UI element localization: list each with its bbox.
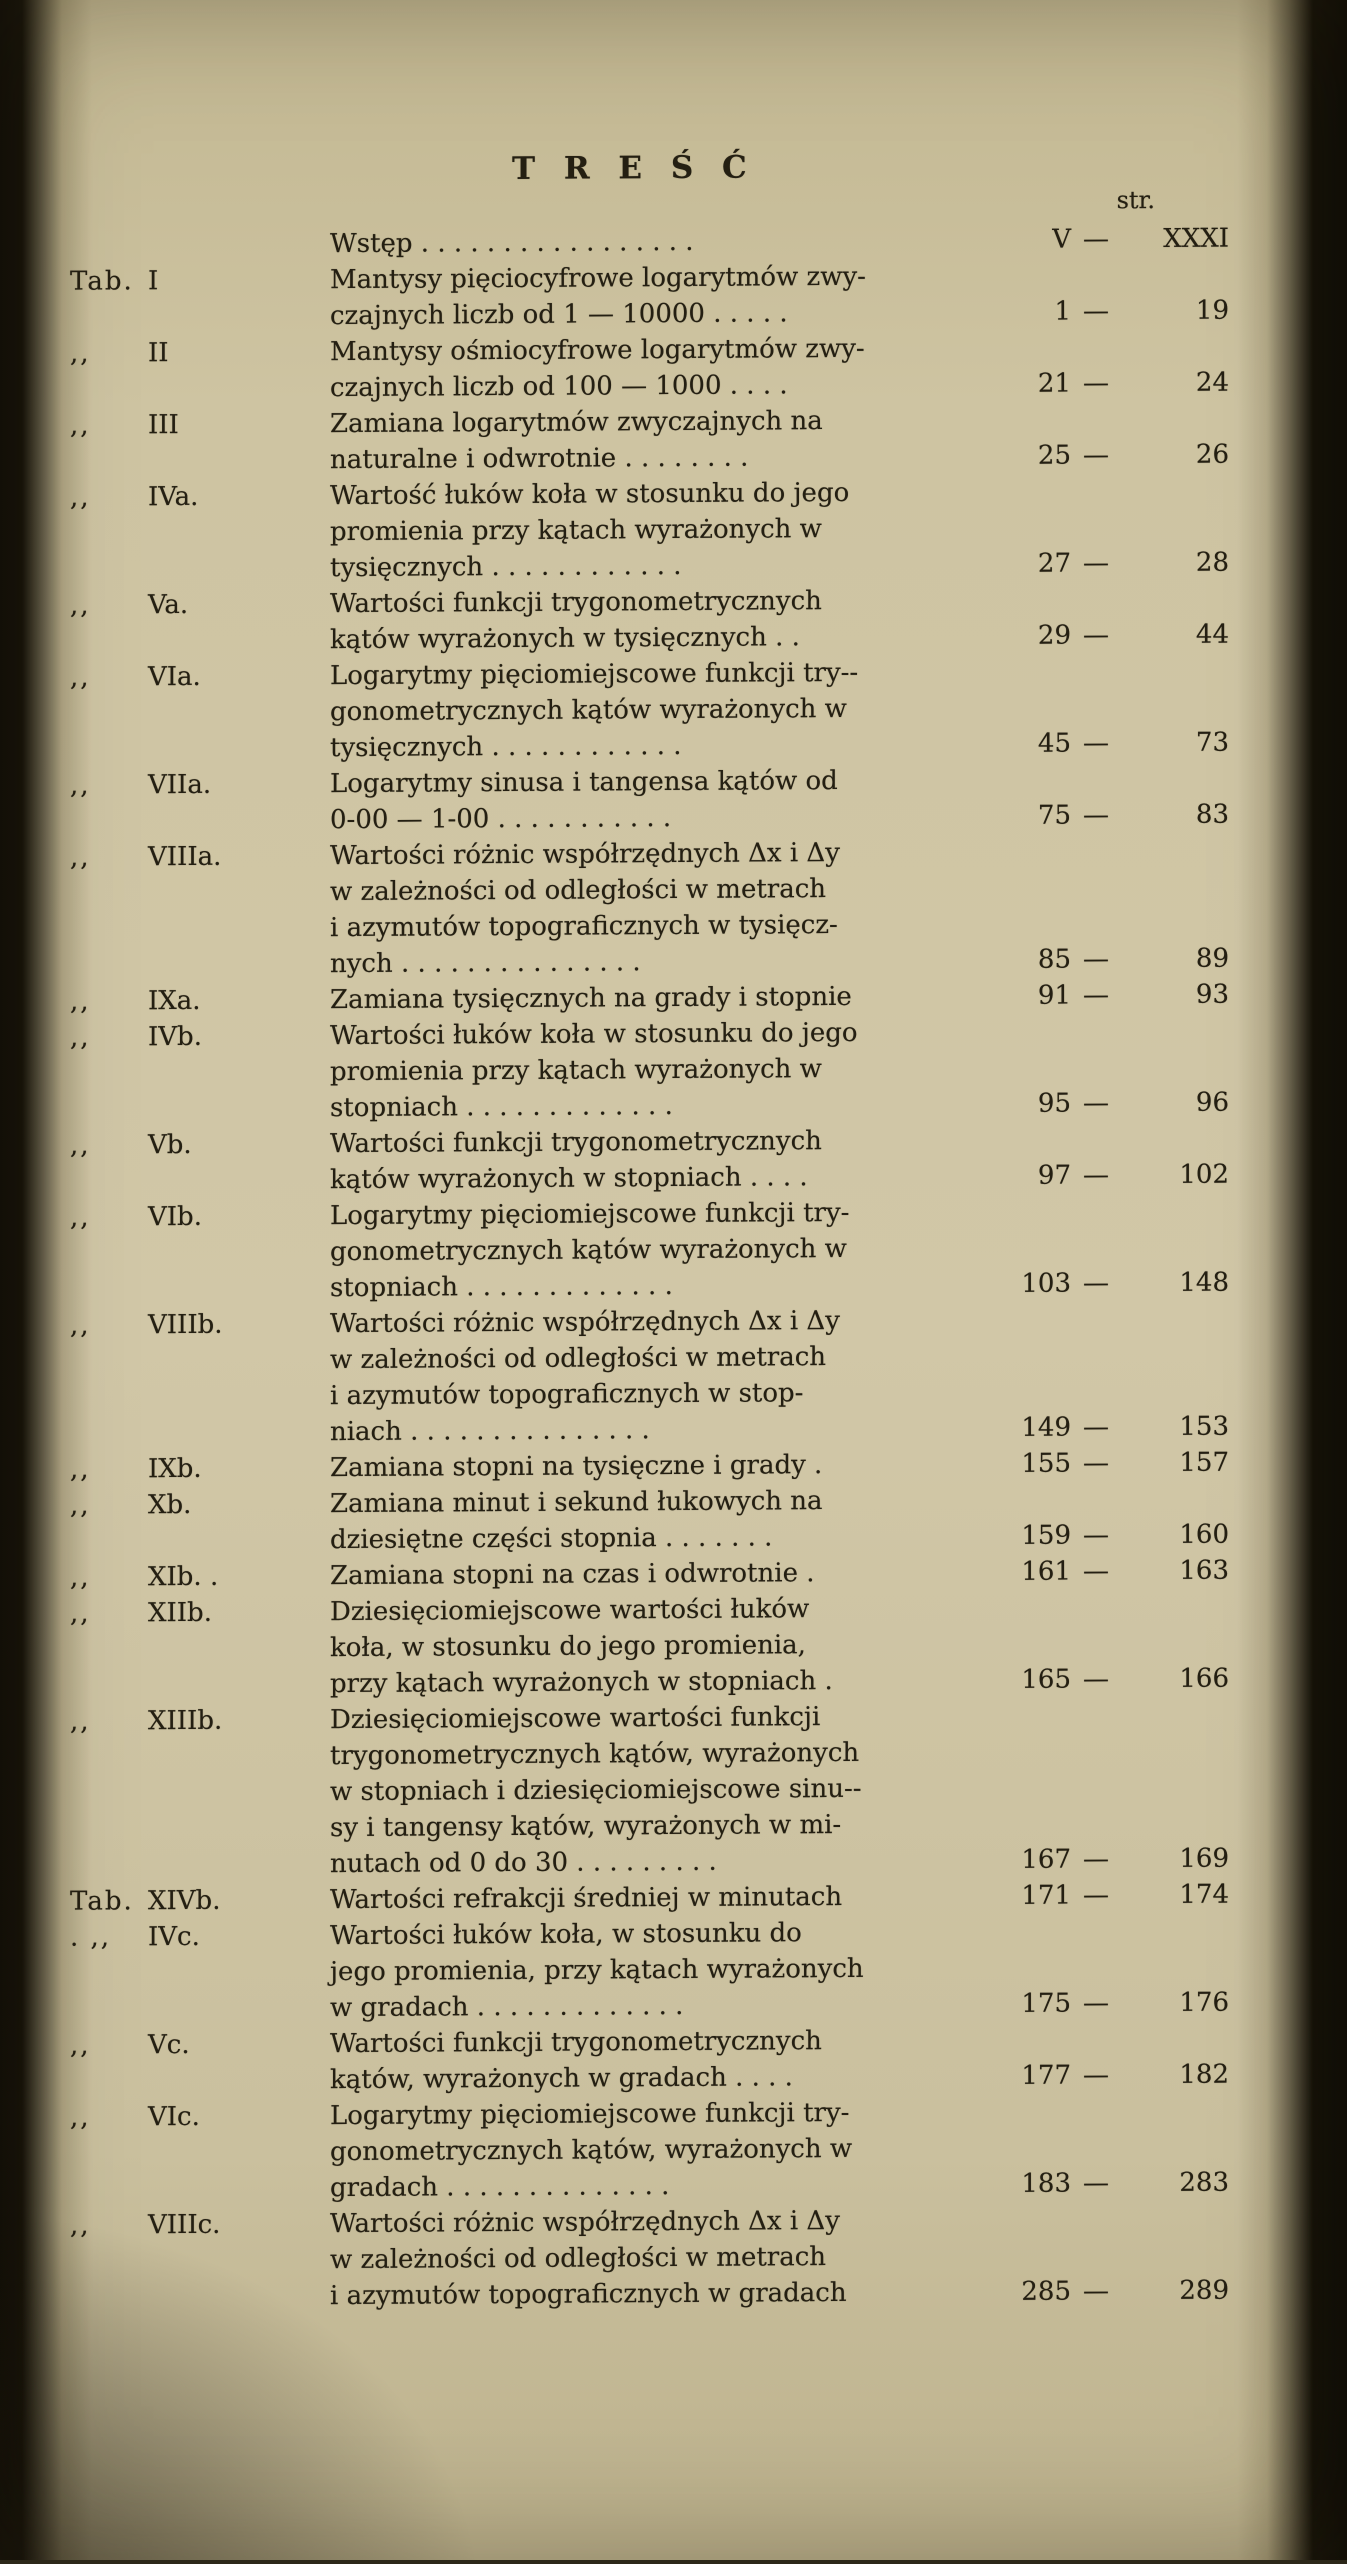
- pages-from: 27: [975, 546, 1071, 583]
- entry-description: [330, 834, 950, 982]
- toc-entries: [0, 220, 1347, 2316]
- entry-tab-label: [0, 1918, 330, 1956]
- entry-line: naturalne i odwrotnie . . . . . . . .: [330, 438, 950, 478]
- pages-from: V: [975, 222, 1071, 259]
- entry-pages: [975, 617, 1229, 655]
- entry-line: Zamiana stopni na tysięczne i grady .: [330, 1446, 950, 1486]
- pages-from: 45: [975, 726, 1071, 763]
- entry-tab-label: [0, 226, 330, 228]
- entry-line: kątów wyrażonych w stopniach . . . .: [330, 1158, 950, 1198]
- entry-tab-label: [0, 1882, 330, 1920]
- tab-number: I: [148, 263, 158, 299]
- tab-number: IXa.: [148, 983, 201, 1019]
- pages-to: 93: [1121, 977, 1229, 1014]
- entry-tab-label: [0, 1702, 330, 1740]
- entry-description: [330, 258, 950, 334]
- tab-prefix: ,,: [70, 983, 148, 1019]
- entry-pages: [975, 1841, 1229, 1879]
- entry-line: przy kątach wyrażonych w stopniach .: [330, 1662, 950, 1702]
- pages-to: XXXI: [1121, 221, 1229, 258]
- entry-description: [330, 978, 950, 1018]
- entry-pages: [975, 2057, 1229, 2095]
- entry-line: Mantysy ośmiocyfrowe logarytmów zwy-: [330, 330, 950, 370]
- pages-from: 149: [975, 1410, 1071, 1447]
- tab-prefix: ,,: [70, 2207, 148, 2243]
- pages-to: 182: [1121, 2057, 1229, 2094]
- entry-pages: [975, 437, 1229, 475]
- entry-description: [330, 402, 950, 478]
- entry-tab-label: [0, 1126, 330, 1164]
- entry-pages: [975, 221, 1229, 259]
- entry-description: [330, 222, 950, 262]
- pages-dash: —: [1071, 797, 1121, 833]
- tab-prefix: ,,: [70, 767, 148, 803]
- entry-tab-label: [0, 1486, 330, 1524]
- entry-line: w zależności od odległości w metrach: [330, 870, 950, 910]
- entry-line: Wartości funkcji trygonometrycznych: [330, 1122, 950, 1162]
- entry-line: tysięcznych . . . . . . . . . . . .: [330, 546, 950, 586]
- entry-line: Wartości funkcji trygonometrycznych: [330, 582, 950, 622]
- entry-line: Wartości różnic współrzędnych Δx i Δy: [330, 834, 950, 874]
- pages-dash: —: [1071, 1085, 1121, 1121]
- pages-to: 28: [1121, 545, 1229, 582]
- entry-description: [330, 1590, 950, 1702]
- tab-number: Xb.: [148, 1487, 191, 1523]
- entry-line: Logarytmy sinusa i tangensa kątów od: [330, 762, 950, 802]
- tab-number: VIb.: [148, 1199, 202, 1235]
- entry-pages: [975, 941, 1229, 979]
- toc-entry: [0, 1480, 1347, 1560]
- tab-number: Va.: [148, 587, 188, 623]
- entry-tab-label: [0, 334, 330, 372]
- entry-description: [330, 1194, 950, 1306]
- tab-prefix: ,,: [70, 1199, 148, 1235]
- entry-tab-label: [0, 766, 330, 804]
- toc-entry: [0, 1012, 1347, 1128]
- entry-line: czajnych liczb od 100 — 1000 . . . .: [330, 366, 950, 406]
- entry-line: nych . . . . . . . . . . . . . . .: [330, 942, 950, 982]
- pages-from: 165: [975, 1662, 1071, 1699]
- entry-tab-label: [0, 262, 330, 300]
- pages-dash: —: [1071, 1445, 1121, 1481]
- pages-dash: —: [1071, 365, 1121, 401]
- toc-entry: [0, 832, 1347, 984]
- pages-dash: —: [1071, 1985, 1121, 2021]
- pages-from: 177: [975, 2058, 1071, 2095]
- pages-dash: —: [1071, 2273, 1121, 2309]
- pages-to: 174: [1121, 1877, 1229, 1914]
- toc-entry: [0, 2092, 1347, 2208]
- pages-from: 21: [975, 366, 1071, 403]
- pages-from: 183: [975, 2166, 1071, 2203]
- toc-entry: [0, 1696, 1347, 1884]
- entry-description: [330, 2022, 950, 2098]
- entry-tab-label: [0, 406, 330, 444]
- tab-prefix: Tab.: [70, 1883, 148, 1919]
- entry-tab-label: [0, 982, 330, 1020]
- entry-line: w zależności od odległości w metrach: [330, 1338, 950, 1378]
- pages-to: 169: [1121, 1841, 1229, 1878]
- entry-line: Wartości różnic współrzędnych Δx i Δy: [330, 1302, 950, 1342]
- pages-from: 85: [975, 942, 1071, 979]
- pages-to: 289: [1121, 2273, 1229, 2310]
- tab-prefix: ,,: [70, 1127, 148, 1163]
- toc-title: T R E Ś Ć: [0, 146, 1347, 190]
- entry-line: Wartości funkcji trygonometrycznych: [330, 2022, 950, 2062]
- tab-number: II: [148, 335, 169, 371]
- entry-tab-label: [0, 478, 330, 516]
- toc-entry: [0, 1300, 1347, 1452]
- tab-number: VIc.: [148, 2099, 200, 2135]
- pages-to: 102: [1121, 1157, 1229, 1194]
- entry-description: [330, 1446, 950, 1486]
- pages-from: 97: [975, 1158, 1071, 1195]
- pages-from: 171: [975, 1878, 1071, 1915]
- tab-prefix: ,,: [70, 2027, 148, 2063]
- tab-prefix: ,,: [70, 1595, 148, 1631]
- pages-dash: —: [1071, 977, 1121, 1013]
- entry-tab-label: [0, 838, 330, 876]
- entry-pages: [975, 1661, 1229, 1699]
- pages-dash: —: [1071, 941, 1121, 977]
- tab-number: IVb.: [148, 1019, 202, 1055]
- tab-prefix: ,,: [70, 587, 148, 623]
- tab-prefix: . ,,: [70, 1919, 148, 1955]
- entry-description: [330, 2202, 950, 2314]
- entry-line: Wartość łuków koła w stosunku do jego: [330, 474, 950, 514]
- pages-dash: —: [1071, 1409, 1121, 1445]
- pages-from: 103: [975, 1266, 1071, 1303]
- pages-dash: —: [1071, 221, 1121, 257]
- entry-pages: [975, 1265, 1229, 1303]
- entry-line: koła, w stosunku do jego promienia,: [330, 1626, 950, 1666]
- entry-line: Zamiana minut i sekund łukowych na: [330, 1482, 950, 1522]
- entry-tab-label: [0, 1558, 330, 1596]
- entry-line: stopniach . . . . . . . . . . . . .: [330, 1086, 950, 1126]
- tab-number: IXb.: [148, 1451, 202, 1487]
- entry-line: w gradach . . . . . . . . . . . . .: [330, 1986, 950, 2026]
- entry-pages: [975, 1085, 1229, 1123]
- entry-pages: [975, 2273, 1229, 2311]
- tab-number: XIVb.: [148, 1883, 220, 1919]
- pages-to: 157: [1121, 1445, 1229, 1482]
- pages-to: 26: [1121, 437, 1229, 474]
- tab-prefix: ,,: [70, 335, 148, 371]
- entry-line: gonometrycznych kątów wyrażonych w: [330, 690, 950, 730]
- tab-number: XIb. .: [148, 1559, 218, 1595]
- entry-tab-label: [0, 1198, 330, 1236]
- pages-dash: —: [1071, 2165, 1121, 2201]
- toc-entry: [0, 328, 1347, 408]
- pages-to: 83: [1121, 797, 1229, 834]
- entry-tab-label: [0, 1018, 330, 1056]
- entry-line: sy i tangensy kątów, wyrażonych w mi-: [330, 1806, 950, 1846]
- pages-to: 73: [1121, 725, 1229, 762]
- entry-line: kątów, wyrażonych w gradach . . . .: [330, 2058, 950, 2098]
- entry-line: gonometrycznych kątów wyrażonych w: [330, 1230, 950, 1270]
- tab-number: IVa.: [148, 479, 198, 515]
- entry-line: jego promienia, przy kątach wyrażonych: [330, 1950, 950, 1990]
- entry-line: Wartości łuków koła w stosunku do jego: [330, 1014, 950, 1054]
- entry-line: gonometrycznych kątów, wyrażonych w: [330, 2130, 950, 2170]
- pages-to: 148: [1121, 1265, 1229, 1302]
- entry-pages: [975, 2165, 1229, 2203]
- entry-description: [330, 1302, 950, 1450]
- entry-tab-label: [0, 1450, 330, 1488]
- entry-pages: [975, 725, 1229, 763]
- tab-number: VIIIb.: [148, 1307, 223, 1343]
- pages-from: 285: [975, 2274, 1071, 2311]
- page-column-header: str.: [0, 186, 1347, 220]
- entry-line: i azymutów topograficznych w tysięcz-: [330, 906, 950, 946]
- entry-line: promienia przy kątach wyrażonych w: [330, 510, 950, 550]
- entry-description: [330, 1482, 950, 1558]
- entry-line: i azymutów topograficznych w gradach: [330, 2274, 950, 2314]
- pages-from: 155: [975, 1446, 1071, 1483]
- entry-line: kątów wyrażonych w tysięcznych . .: [330, 618, 950, 658]
- pages-dash: —: [1071, 1265, 1121, 1301]
- entry-line: niach . . . . . . . . . . . . . . .: [330, 1410, 950, 1450]
- tab-number: XIIb.: [148, 1595, 212, 1631]
- entry-description: [330, 1878, 950, 1918]
- pages-from: 159: [975, 1518, 1071, 1555]
- tab-prefix: ,,: [70, 1487, 148, 1523]
- pages-to: 153: [1121, 1409, 1229, 1446]
- tab-prefix: ,,: [70, 659, 148, 695]
- entry-line: trygonometrycznych kątów, wyrażonych: [330, 1734, 950, 1774]
- pages-to: 163: [1121, 1553, 1229, 1590]
- pages-from: 161: [975, 1554, 1071, 1591]
- entry-line: Zamiana logarytmów zwyczajnych na: [330, 402, 950, 442]
- pages-dash: —: [1071, 617, 1121, 653]
- entry-description: [330, 474, 950, 586]
- entry-pages: [975, 977, 1229, 1015]
- tab-number: VIIa.: [148, 767, 211, 803]
- pages-dash: —: [1071, 545, 1121, 581]
- toc-entry: [0, 2020, 1347, 2100]
- pages-dash: —: [1071, 2057, 1121, 2093]
- entry-pages: [975, 1409, 1229, 1447]
- entry-line: czajnych liczb od 1 — 10000 . . . . .: [330, 294, 950, 334]
- entry-line: Zamiana stopni na czas i odwrotnie .: [330, 1554, 950, 1594]
- entry-line: Dziesięciomiejscowe wartości łuków: [330, 1590, 950, 1630]
- entry-description: [330, 1698, 950, 1882]
- tab-prefix: ,,: [70, 839, 148, 875]
- toc-entry: [0, 472, 1347, 588]
- entry-description: [330, 1914, 950, 2026]
- toc-entry: [0, 580, 1347, 660]
- entry-pages: [975, 1877, 1229, 1915]
- toc-entry: [0, 400, 1347, 480]
- entry-tab-label: [0, 1306, 330, 1344]
- entry-description: [330, 762, 950, 838]
- toc-entry: [0, 2200, 1347, 2316]
- tab-number: IVc.: [148, 1919, 200, 1955]
- entry-pages: [975, 1553, 1229, 1591]
- tab-prefix: ,,: [70, 407, 148, 443]
- entry-line: w stopniach i dziesięciomiejscowe sinu--: [330, 1770, 950, 1810]
- entry-pages: [975, 365, 1229, 403]
- pages-dash: —: [1071, 1157, 1121, 1193]
- pages-dash: —: [1071, 1553, 1121, 1589]
- tab-prefix: ,,: [70, 2099, 148, 2135]
- pages-dash: —: [1071, 1877, 1121, 1913]
- pages-to: 24: [1121, 365, 1229, 402]
- entry-pages: [975, 1157, 1229, 1195]
- entry-tab-label: [0, 1594, 330, 1632]
- tab-prefix: ,,: [70, 1307, 148, 1343]
- entry-line: Wartości łuków koła, w stosunku do: [330, 1914, 950, 1954]
- entry-pages: [975, 1445, 1229, 1483]
- toc-entry: [0, 1120, 1347, 1200]
- entry-line: 0-00 — 1-00 . . . . . . . . . . .: [330, 798, 950, 838]
- pages-from: 95: [975, 1086, 1071, 1123]
- pages-from: 25: [975, 438, 1071, 475]
- pages-dash: —: [1071, 1517, 1121, 1553]
- tab-number: Vc.: [148, 2027, 190, 2063]
- pages-to: 283: [1121, 2165, 1229, 2202]
- tab-prefix: ,,: [70, 479, 148, 515]
- entry-pages: [975, 1985, 1229, 2023]
- entry-description: [330, 1014, 950, 1126]
- toc-entry: [0, 760, 1347, 840]
- toc-entry: [0, 652, 1347, 768]
- tab-prefix: ,,: [70, 1703, 148, 1739]
- entry-line: promienia przy kątach wyrażonych w: [330, 1050, 950, 1090]
- entry-line: tysięcznych . . . . . . . . . . . .: [330, 726, 950, 766]
- entry-line: gradach . . . . . . . . . . . . . .: [330, 2166, 950, 2206]
- entry-tab-label: [0, 2206, 330, 2244]
- tab-number: XIIIb.: [148, 1703, 222, 1739]
- tab-number: VIa.: [148, 659, 201, 695]
- entry-description: [330, 330, 950, 406]
- pages-to: 160: [1121, 1517, 1229, 1554]
- tab-number: VIIIc.: [148, 2207, 220, 2243]
- tab-prefix: Tab.: [70, 263, 148, 299]
- tab-prefix: ,,: [70, 1019, 148, 1055]
- entry-line: dziesiętne części stopnia . . . . . . .: [330, 1518, 950, 1558]
- entry-tab-label: [0, 2098, 330, 2136]
- pages-to: 166: [1121, 1661, 1229, 1698]
- entry-description: [330, 2094, 950, 2206]
- pages-from: 29: [975, 618, 1071, 655]
- entry-pages: [975, 797, 1229, 835]
- entry-pages: [975, 293, 1229, 331]
- toc-entry: [0, 1192, 1347, 1308]
- entry-line: Wstęp . . . . . . . . . . . . . . . . .: [330, 222, 950, 262]
- pages-to: 19: [1121, 293, 1229, 330]
- toc-entry: [0, 1912, 1347, 2028]
- toc-entry: [0, 256, 1347, 336]
- entry-tab-label: [0, 658, 330, 696]
- pages-dash: —: [1071, 293, 1121, 329]
- pages-from: 175: [975, 1986, 1071, 2023]
- entry-line: Dziesięciomiejscowe wartości funkcji: [330, 1698, 950, 1738]
- tab-number: Vb.: [148, 1127, 192, 1163]
- pages-to: 96: [1121, 1085, 1229, 1122]
- entry-line: w zależności od odległości w metrach: [330, 2238, 950, 2278]
- entry-line: Wartości refrakcji średniej w minutach: [330, 1878, 950, 1918]
- pages-from: 91: [975, 978, 1071, 1015]
- entry-line: stopniach . . . . . . . . . . . . .: [330, 1266, 950, 1306]
- pages-from: 75: [975, 798, 1071, 835]
- entry-line: Logarytmy pięciomiejscowe funkcji try--: [330, 654, 950, 694]
- pages-to: 176: [1121, 1985, 1229, 2022]
- entry-description: [330, 1554, 950, 1594]
- entry-line: Wartości różnic współrzędnych Δx i Δy: [330, 2202, 950, 2242]
- entry-line: Logarytmy pięciomiejscowe funkcji try-: [330, 2094, 950, 2134]
- entry-pages: [975, 545, 1229, 583]
- entry-tab-label: [0, 2026, 330, 2064]
- entry-description: [330, 654, 950, 766]
- entry-description: [330, 582, 950, 658]
- pages-from: 1: [975, 294, 1071, 331]
- entry-tab-label: [0, 586, 330, 624]
- toc-entry: [0, 1588, 1347, 1704]
- entry-line: Logarytmy pięciomiejscowe funkcji try-: [330, 1194, 950, 1234]
- tab-prefix: ,,: [70, 1451, 148, 1487]
- pages-dash: —: [1071, 1661, 1121, 1697]
- entry-description: [330, 1122, 950, 1198]
- tab-prefix: ,,: [70, 1559, 148, 1595]
- entry-line: i azymutów topograficznych w stop-: [330, 1374, 950, 1414]
- entry-line: Mantysy pięciocyfrowe logarytmów zwy-: [330, 258, 950, 298]
- pages-dash: —: [1071, 1841, 1121, 1877]
- pages-dash: —: [1071, 437, 1121, 473]
- pages-dash: —: [1071, 725, 1121, 761]
- entry-pages: [975, 1517, 1229, 1555]
- tab-number: VIIIa.: [148, 839, 221, 875]
- pages-to: 89: [1121, 941, 1229, 978]
- pages-from: 167: [975, 1842, 1071, 1879]
- pages-to: 44: [1121, 617, 1229, 654]
- entry-line: Zamiana tysięcznych na grady i stopnie: [330, 978, 950, 1018]
- tab-number: III: [148, 407, 179, 443]
- entry-line: nutach od 0 do 30 . . . . . . . . .: [330, 1842, 950, 1882]
